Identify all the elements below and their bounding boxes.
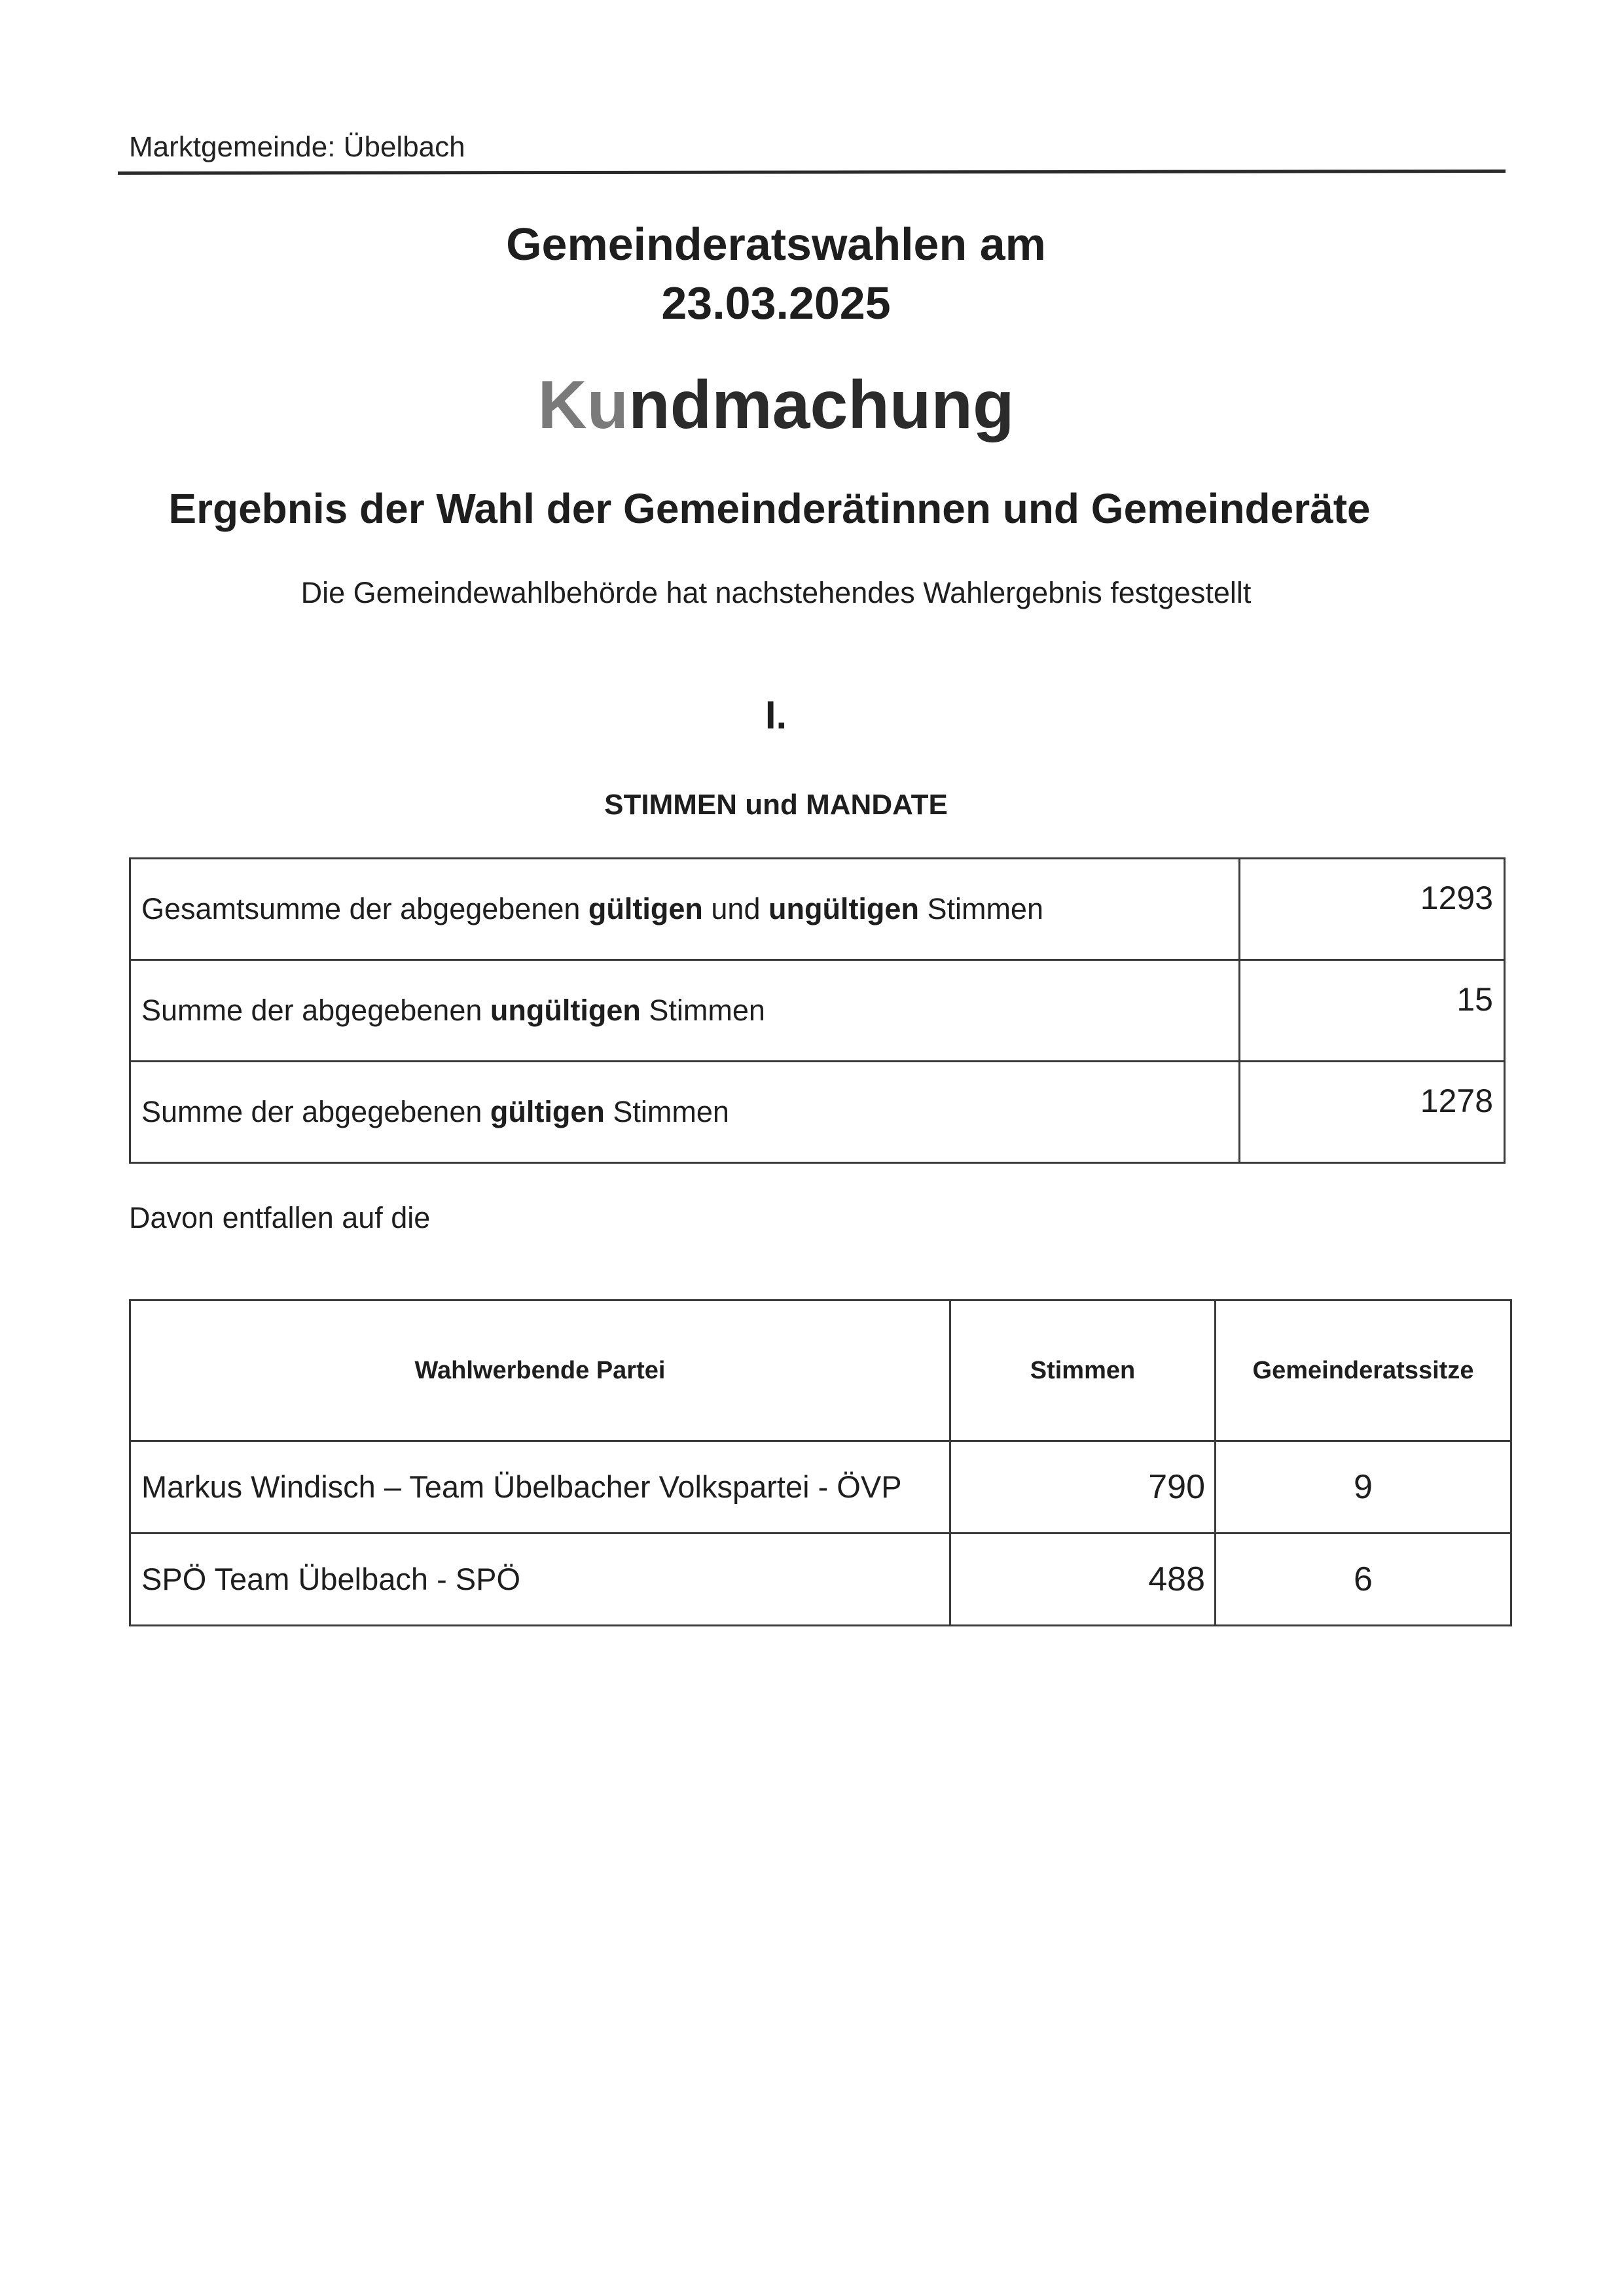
votes-total-label: Gesamtsumme der abgegebenen gültigen und ungültigen Stimmen <box>130 859 1240 960</box>
seats-column-header: Gemeinderatssitze <box>1216 1300 1511 1441</box>
party-votes: 488 <box>950 1534 1216 1626</box>
distribution-intro: Davon entfallen auf die <box>129 1201 431 1234</box>
document-heading-rest: ndmachung <box>628 367 1015 443</box>
votes-total-value: 1293 <box>1240 859 1505 960</box>
table-row <box>130 1062 1505 1163</box>
header-divider <box>118 170 1506 175</box>
section-number: I. <box>765 693 787 737</box>
party-name: SPÖ Team Übelbach - SPÖ <box>130 1534 950 1626</box>
table-row <box>130 1534 1511 1626</box>
table-row <box>130 960 1505 1062</box>
party-seats: 9 <box>1216 1441 1511 1534</box>
table-header-row <box>130 1300 1511 1441</box>
election-title: Gemeinderatswahlen am <box>506 219 1046 270</box>
votes-valid-value: 1278 <box>1240 1062 1505 1163</box>
votes-invalid-value: 15 <box>1240 960 1505 1062</box>
party-votes: 790 <box>950 1441 1216 1534</box>
table-row <box>130 1441 1511 1534</box>
party-seats: 6 <box>1216 1534 1511 1626</box>
document-heading <box>0 367 1552 444</box>
document-heading-prefix: Ku <box>537 367 629 443</box>
intro-text: Die Gemeindewahlbehörde hat nachstehendes Wahlergebnis festgestellt <box>300 576 1252 609</box>
party-column-header: Wahlwerbende Partei <box>130 1300 950 1441</box>
votes-invalid-label: Summe der abgegebenen ungültigen Stimmen <box>130 960 1240 1062</box>
table-row <box>130 859 1505 960</box>
section-title: STIMMEN und MANDATE <box>604 789 948 821</box>
votes-summary-table <box>129 857 1506 1164</box>
document-subtitle: Ergebnis der Wahl der Gemeinderätinnen und Gemeinderäte <box>168 485 1371 532</box>
party-results-table <box>129 1299 1512 1626</box>
votes-valid-label: Summe der abgegebenen gültigen Stimmen <box>130 1062 1240 1163</box>
votes-column-header: Stimmen <box>950 1300 1216 1441</box>
election-date: 23.03.2025 <box>661 278 891 329</box>
municipality-label: Marktgemeinde: Übelbach <box>129 131 465 163</box>
party-name: Markus Windisch – Team Übelbacher Volkspartei - ÖVP <box>130 1441 950 1534</box>
